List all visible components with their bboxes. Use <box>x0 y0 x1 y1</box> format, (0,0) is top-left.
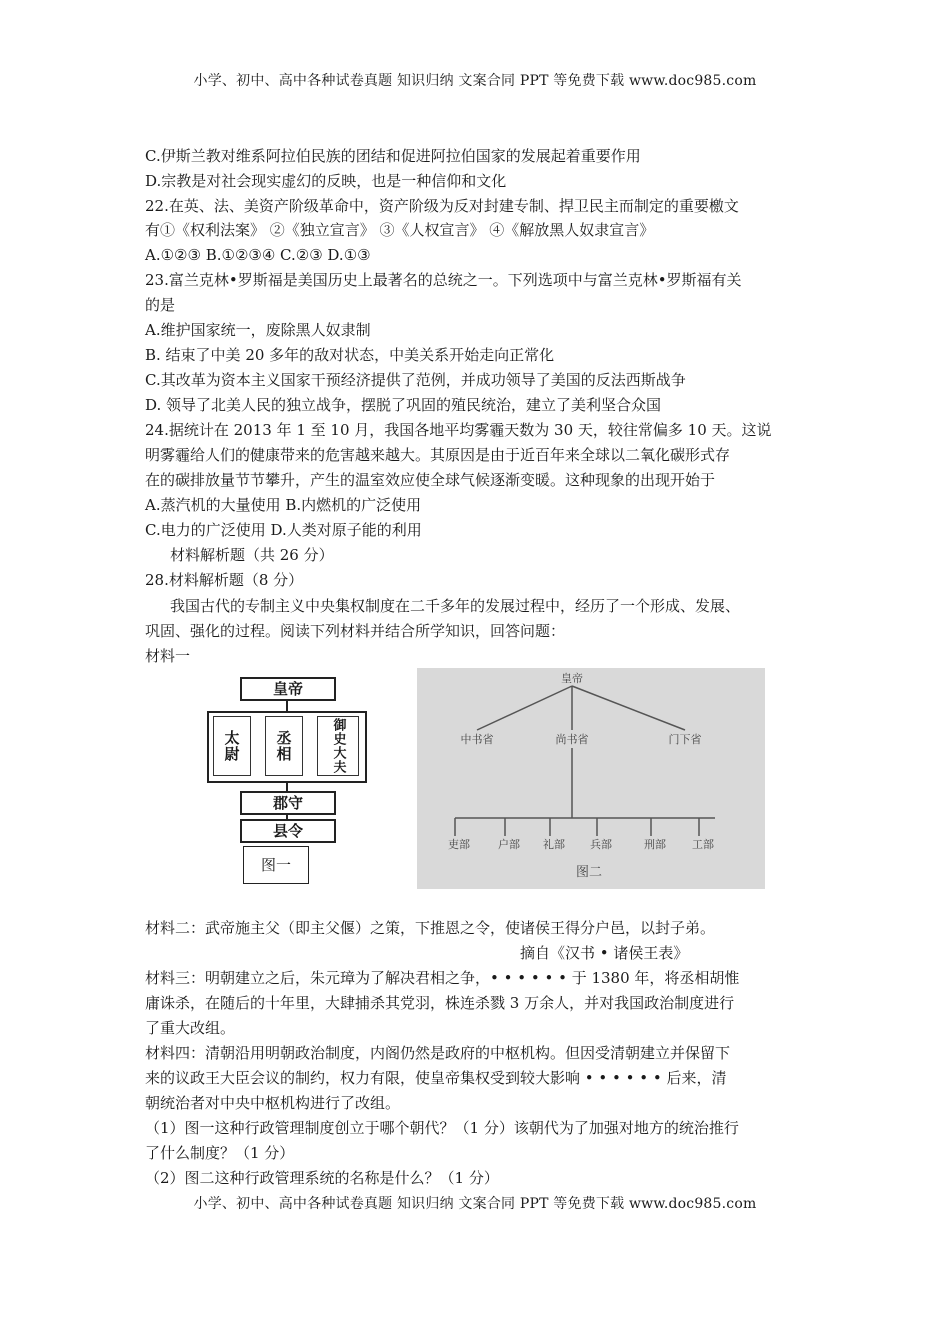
material-3-line2: 庸诛杀，在随后的十年里，大肆捕杀其党羽，株连杀戮 3 万余人，并对我国政治制度进行 <box>145 994 735 1012</box>
question-23-line2: 的是 <box>145 296 176 314</box>
censor-label: 御史大夫 <box>330 718 346 774</box>
options-24ab: A.蒸汽机的大量使用 B.内燃机的广泛使用 <box>145 496 422 514</box>
question-22-options: A.①②③ B.①②③④ C.②③ D.①③ <box>145 246 371 264</box>
county-box: 县令 <box>240 819 336 843</box>
option-23b: B. 结束了中美 20 多年的敌对状态，中美关系开始走向正常化 <box>145 346 555 364</box>
option-23c: C.其改革为资本主义国家干预经济提供了范例，并成功领导了美国的反法西斯战争 <box>145 371 686 389</box>
question-22-line2: 有①《权利法案》 ②《独立宣言》 ③《人权宣言》 ④《解放黑人奴隶宣言》 <box>145 221 655 239</box>
central-officials-box <box>207 711 367 783</box>
figure-2-caption: 图二 <box>575 865 603 880</box>
taiwei-box <box>213 716 251 776</box>
sub-question-1-line1: （1）图一这种行政管理制度创立于哪个朝代？（1 分）该朝代为了加强对地方的统治推行 <box>145 1119 739 1137</box>
question-23-line1: 23.富兰克林•罗斯福是美国历史上最著名的总统之一。下列选项中与富兰克林•罗斯福有关 <box>145 271 742 289</box>
question-22-line1: 22.在英、法、美资产阶级革命中，资产阶级为反对封建专制、捍卫民主而制定的重要檄文 <box>145 197 739 215</box>
question-28-intro1: 我国古代的专制主义中央集权制度在二千多年的发展过程中，经历了一个形成、发展、 <box>170 597 741 615</box>
option-21d: D.宗教是对社会现实虚幻的反映，也是一种信仰和文化 <box>145 172 507 190</box>
chancellor-box <box>265 716 303 776</box>
question-24-line3: 在的碳排放量节节攀升，产生的温室效应使全球气候逐渐变暖。这种现象的出现开始于 <box>145 471 716 489</box>
commandery-box: 郡守 <box>240 791 336 815</box>
figure-1-caption: 图一 <box>243 846 309 884</box>
material-2-source: 摘自《汉书 • 诸侯王表》 <box>520 944 689 962</box>
emperor-box: 皇帝 <box>240 677 336 701</box>
options-24cd: C.电力的广泛使用 D.人类对原子能的利用 <box>145 521 422 539</box>
page-header: 小学、初中、高中各种试卷真题 知识归纳 文案合同 PPT 等免费下载 www.doc985.com <box>193 73 757 89</box>
material-4-line1: 材料四：清朝沿用明朝政治制度，内阁仍然是政府的中枢机构。但因受清朝建立并保留下 <box>145 1044 731 1062</box>
fig2-libu-personnel: 吏部 <box>448 838 470 851</box>
fig2-menxia: 门下省 <box>668 733 702 746</box>
material-2: 材料二：武帝施主父（即主父偃）之策，下推恩之令，使诸侯王得分户邑，以封子弟。 <box>145 919 716 937</box>
material-4-line2: 来的议政王大臣会议的制约，权力有限，使皇帝集权受到较大影响 • • • • • • 后来，清 <box>145 1069 727 1087</box>
figure-2-diagram <box>417 668 765 889</box>
material-1-label: 材料一 <box>145 647 191 665</box>
fig2-hubu: 户部 <box>498 838 520 851</box>
material-4-line3: 朝统治者对中央中枢机构进行了改组。 <box>145 1094 401 1112</box>
section-title: 材料解析题（共 26 分） <box>170 546 334 564</box>
fig2-libu-rites: 礼部 <box>543 838 565 851</box>
censor-box <box>317 716 359 776</box>
page-footer: 小学、初中、高中各种试卷真题 知识归纳 文案合同 PPT 等免费下载 www.doc985.com <box>193 1196 757 1212</box>
option-23d: D. 领导了北美人民的独立战争，摆脱了巩固的殖民统治，建立了美利坚合众国 <box>145 396 662 414</box>
sub-question-1-line2: 了什么制度？（1 分） <box>145 1144 295 1162</box>
option-21c: C.伊斯兰教对维系阿拉伯民族的团结和促进阿拉伯国家的发展起着重要作用 <box>145 147 641 165</box>
question-24-line2: 明雾霾给人们的健康带来的危害越来越大。其原因是由于近百年来全球以二氧化碳形式存 <box>145 446 731 464</box>
question-28-title: 28.材料解析题（8 分） <box>145 571 304 589</box>
question-24-line1: 24.据统计在 2013 年 1 至 10 月，我国各地平均雾霾天数为 30 天，较往常偏多 10 天。这说 <box>145 421 772 439</box>
taiwei-label: 太尉 <box>222 730 241 762</box>
fig2-xingbu: 刑部 <box>644 838 666 851</box>
sub-question-2: （2）图二这种行政管理系统的名称是什么？（1 分） <box>145 1169 499 1187</box>
fig2-emperor: 皇帝 <box>561 672 583 685</box>
material-3-line3: 了重大改组。 <box>145 1019 236 1037</box>
figure-2-photo <box>417 668 765 889</box>
material-3-line1: 材料三：明朝建立之后，朱元璋为了解决君相之争，• • • • • • 于 1380 年，将丞相胡惟 <box>145 969 740 987</box>
fig2-bingbu: 兵部 <box>590 838 612 851</box>
fig2-shangshu: 尚书省 <box>555 733 589 746</box>
fig2-gongbu: 工部 <box>692 838 714 851</box>
chancellor-label: 丞相 <box>274 730 293 762</box>
option-23a: A.维护国家统一，废除黑人奴隶制 <box>145 321 371 339</box>
fig2-zhongshu: 中书省 <box>460 733 494 746</box>
question-28-intro2: 巩固、强化的过程。阅读下列材料并结合所学知识，回答问题： <box>145 622 566 640</box>
